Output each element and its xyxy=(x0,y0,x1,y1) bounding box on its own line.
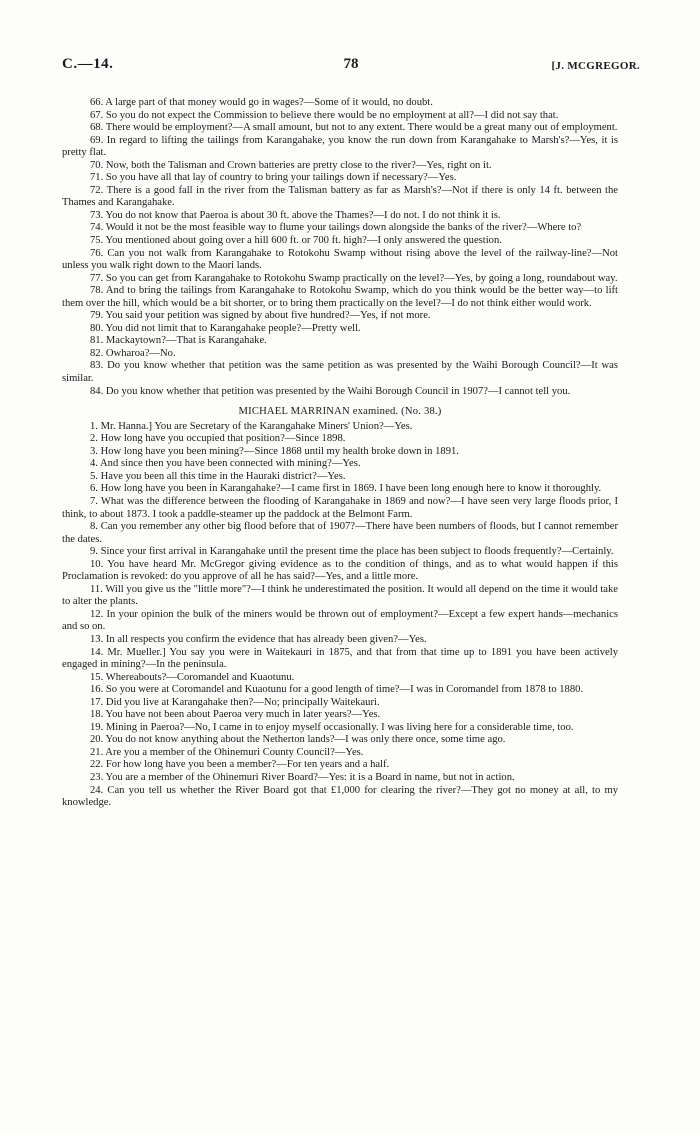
question-paragraph: 68. There would be employment?—A small amount, but not to any extent. There would be a great many out of employment. xyxy=(90,122,618,134)
question-paragraph: 66. A large part of that money would go in wages?—Some of it would, no doubt. xyxy=(90,97,433,108)
question-paragraph: 70. Now, both the Talisman and Crown batteries are pretty close to the river?—Yes, right on it. xyxy=(90,159,492,171)
question-paragraph: 78. And to bring the tailings from Karangahake to Rotokohu Swamp, which do you think would be the better way—to lift them over the hill, which would be a bit shorter, or to bring them practically on the level?—I do not think either would work. xyxy=(62,285,618,309)
question-paragraph: 20. You do not know anything about the Netherton lands?—I was only there once, some time ago. xyxy=(90,734,506,746)
question-paragraph: 2. How long have you occupied that position?—Since 1898. xyxy=(90,433,346,445)
question-paragraph: 69. In regard to lifting the tailings from Karangahake, you know the run down from Karangahake to Marsh's?—Yes, it is pretty flat. xyxy=(62,134,618,159)
question-paragraph: 18. You have not been about Paeroa very much in later years?—Yes. xyxy=(90,709,381,721)
question-paragraph: 19. Mining in Paeroa?—No, I came in to enjoy myself occasionally. I was living here for a considerable time, too. xyxy=(90,721,574,733)
question-paragraph: 11. Will you give us the "little more"?—I think he underestimated the position. It would all depend on the time it would take to alter the plants. xyxy=(62,583,618,608)
question-paragraph: 84. Do you know whether that petition was presented by the Waihi Borough Council in 1907?—I cannot tell you. xyxy=(90,385,571,397)
question-paragraph: 21. Are you a member of the Ohinemuri County Council?—Yes. xyxy=(90,746,364,758)
question-paragraph: 17. Did you live at Karangahake then?—No; principally Waitekauri. xyxy=(90,696,380,708)
question-paragraph: 23. You are a member of the Ohinemuri River Board?—Yes: it is a Board in name, but not in action. xyxy=(90,771,515,783)
question-paragraph: 10. You have heard Mr. McGregor giving evidence as to the condition of things, and as to what would happen if this Proclamation is revoked: do you approve of all he has said?—Yes, and a little more. xyxy=(62,558,618,583)
question-paragraph: 82. Owharoa?—No. xyxy=(90,347,176,359)
question-paragraph: 12. In your opinion the bulk of the miners would be thrown out of employment?—Except a few expert hands—mechanics and so on. xyxy=(62,608,618,633)
question-paragraph: 73. You do not know that Paeroa is about 30 ft. above the Thames?—I do not. I do not think it is. xyxy=(90,209,501,221)
question-paragraph: 71. So you have all that lay of country to bring your tailings down if necessary?—Yes. xyxy=(90,172,457,184)
question-paragraph: 74. Would it not be the most feasible way to flume your tailings down alongside the banks of the river?—Where to? xyxy=(90,222,582,234)
question-paragraph: 3. How long have you been mining?—Since 1868 until my health broke down in 1891. xyxy=(90,445,459,457)
question-paragraph: 16. So you were at Coromandel and Kuaotunu for a good length of time?—I was in Coromandel from 1878 to 1880. xyxy=(90,684,584,696)
question-paragraph: 79. You said your petition was signed by about five hundred?—Yes, if not more. xyxy=(90,310,431,322)
page-body xyxy=(62,97,618,810)
page-number: 78 xyxy=(343,56,359,72)
question-paragraph: 5. Have you been all this time in the Hauraki district?—Yes. xyxy=(90,470,346,482)
question-paragraph: 7. What was the difference between the flooding of Karangahake in 1869 and now?—I have seen very large floods prior, I think, to about 1873. I took a paddle-steamer up the paddock at the Belmont Farm. xyxy=(62,495,618,520)
question-paragraph: 77. So you can get from Karangahake to Rotokohu Swamp practically on the level?—Yes, by going a long, roundabout way. xyxy=(90,272,618,284)
question-paragraph: 72. There is a good fall in the river from the Talisman battery as far as Marsh's?—Not if there is only 14 ft. between the Thames and Karangahake. xyxy=(62,184,618,209)
question-paragraph: 14. Mr. Mueller.] You say you were in Waitekauri in 1875, and that from that time up to 1891 you have been actively engaged in mining?—In the peninsula. xyxy=(62,646,618,671)
page-header xyxy=(62,58,640,76)
question-paragraph: 24. Can you tell us whether the River Board got that £1,000 for clearing the river?—They got no money at all, to my knowledge. xyxy=(62,784,618,809)
evidence-michael-marrinan xyxy=(62,421,618,810)
question-paragraph: 22. For how long have you been a member?—For ten years and a half. xyxy=(90,759,390,771)
question-paragraph: 6. How long have you been in Karangahake?—I came first in 1869. I have been long enough here to know it thoroughly. xyxy=(90,483,602,495)
witness-running-head: [J. MCGREGOR. xyxy=(551,60,640,72)
evidence-continued xyxy=(62,97,618,398)
question-paragraph: 8. Can you remember any other big flood before that of 1907?—There have been numbers of floods, but I cannot remember the dates. xyxy=(62,521,618,545)
question-paragraph: 81. Mackaytown?—That is Karangahake. xyxy=(90,335,267,347)
document-code: C.—14. xyxy=(62,56,114,72)
question-paragraph: 9. Since your first arrival in Karangahake until the present time the place has been subject to floods frequently?—Certainly. xyxy=(90,546,614,558)
question-paragraph: 15. Whereabouts?—Coromandel and Kuaotunu. xyxy=(90,671,295,683)
section-heading: MICHAEL MARRINAN examined. (No. 38.) xyxy=(238,406,442,418)
question-paragraph: 83. Do you know whether that petition was the same petition as was presented by the Waihi Borough Council?—It was similar. xyxy=(62,360,618,385)
question-paragraph: 1. Mr. Hanna.] You are Secretary of the Karangahake Miners' Union?—Yes. xyxy=(90,420,413,432)
question-paragraph: 4. And since then you have been connected with mining?—Yes. xyxy=(90,458,361,470)
question-paragraph: 75. You mentioned about going over a hill 600 ft. or 700 ft. high?—I only answered the question. xyxy=(90,235,502,247)
question-paragraph: 67. So you do not expect the Commission to believe there would be no employment at all?—I did not say that. xyxy=(90,109,559,121)
question-paragraph: 13. In all respects you confirm the evidence that has already been given?—Yes. xyxy=(90,633,427,645)
question-paragraph: 80. You did not limit that to Karangahake people?—Pretty well. xyxy=(90,322,361,334)
question-paragraph: 76. Can you not walk from Karangahake to Rotokohu Swamp without rising above the level of the railway-line?—Not unless you walk right down to the Maori lands. xyxy=(62,247,618,272)
